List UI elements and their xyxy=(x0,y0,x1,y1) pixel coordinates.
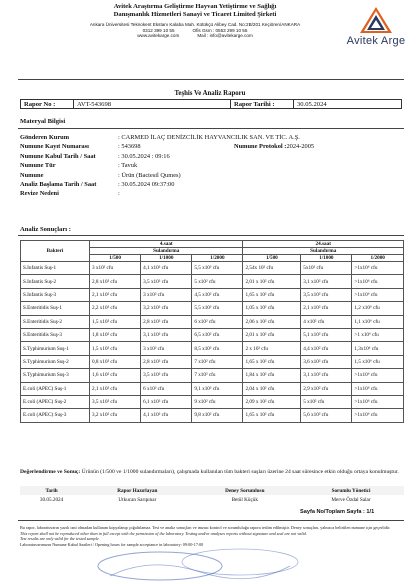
rapor-no-label: Rapor No : xyxy=(21,100,74,109)
company-address: Ankara Üniversitesi Teknokent Ekstanı Kalaba Mah. Kütükçü Alibey Cad. No:2B/201 Keçiören/ANKARA xyxy=(89,22,301,27)
result-cell: 2,2 x10² cfu xyxy=(90,302,141,315)
numune-label: Numune xyxy=(20,171,44,179)
avitek-logo xyxy=(336,6,416,47)
results-section-title: Analiz Sonuçları : xyxy=(20,226,71,233)
analiz-label: Analiz Başlama Tarih / Saat xyxy=(20,181,97,189)
result-cell: 1,2 x10⁶ cfu xyxy=(352,302,404,315)
result-cell: 1,8 x10² cfu xyxy=(90,328,141,341)
result-cell: >1x10⁶ cfu xyxy=(352,409,404,422)
numune-value: : Ürün (Bactesil Qumes) xyxy=(118,171,181,179)
company-name-line1: Avitek Araştırma Geliştirme Hayvan Yetiştirme ve Sağlığı xyxy=(113,3,277,10)
result-cell: 2,1 x10² cfu xyxy=(90,382,141,395)
result-cell: 9,8 x10² cfu xyxy=(192,409,243,422)
bacteria-name: E.coli (APEC) Suş-1 xyxy=(21,382,90,395)
logo-text: Avitek Arge xyxy=(346,35,406,47)
table-row xyxy=(21,355,404,368)
company-phone: 0312 399 10 55 xyxy=(142,27,175,33)
col-bakteri: Bakteri xyxy=(21,241,90,262)
result-cell: 6 x10² cfu xyxy=(192,315,243,328)
result-cell: 1,6 x10² cfu xyxy=(90,369,141,382)
table-row xyxy=(21,409,404,422)
result-cell: 5,6 x10² cfu xyxy=(301,409,352,422)
logo-triangle-icon xyxy=(359,6,393,34)
footer-line1: Bu rapor, laboratuvarın yazılı izni olmadan kullanım kopyalanıp çoğaltılamaz. Test ve analiz sonuçları ve imzası kontrol ve sorumluluğu rapora teslim edilmiştir. Deney sonuçları, yalnızca belirtilen numune için geçerlidir. xyxy=(20,525,391,530)
result-cell: 8,5 x10² cfu xyxy=(192,342,243,355)
bacteria-name: E.coli (APEC) Suş-2 xyxy=(21,395,90,408)
result-cell: >1 x10⁶ cfu xyxy=(352,328,404,341)
result-cell: 1,5 x10² cfu xyxy=(90,315,141,328)
result-cell: 5,5 x10² cfu xyxy=(192,262,243,275)
result-cell: 1,5 x10² cfu xyxy=(90,342,141,355)
tur-value: : Tavuk xyxy=(118,162,138,170)
result-cell: 1,65 x 10² cfu xyxy=(243,288,301,301)
revize-label: Revize Nedeni xyxy=(20,190,59,198)
result-cell: 3,1 x10² cfu xyxy=(301,369,352,382)
footer-line3: Test results are only valid for the tested sample. xyxy=(20,536,100,542)
table-row xyxy=(21,288,404,301)
bacteria-name: S.Enteritidis Suş-1 xyxy=(21,302,90,315)
table-row xyxy=(21,369,404,382)
rapor-no-value: AVT-543698 xyxy=(74,100,231,109)
kayit-label: Numune Kayıt Numarası xyxy=(20,143,89,151)
result-cell: 6,5 x10² cfu xyxy=(192,328,243,341)
kayit-value: : 543698 xyxy=(118,143,141,151)
rapor-tarihi-value: 30.05.2024 xyxy=(294,100,402,109)
result-cell: >1x10⁶ cfu xyxy=(352,288,404,301)
sig-deney: Betül Küçük xyxy=(231,496,258,503)
dilution-header: 1/1000 xyxy=(141,255,192,262)
report-id-table xyxy=(20,99,402,109)
bacteria-name: S.Infantis Suş-3 xyxy=(21,288,90,301)
result-cell: 3,5 x10² cfu xyxy=(141,369,192,382)
result-cell: 9,1 x10² cfu xyxy=(192,382,243,395)
material-divider xyxy=(18,128,404,129)
table-row xyxy=(21,275,404,288)
signature-table xyxy=(20,486,404,504)
result-cell: 7 x10² cfu xyxy=(192,369,243,382)
result-cell: 2,54x 10² cfu xyxy=(243,262,301,275)
header-divider xyxy=(18,79,404,80)
result-cell: 9 x10² cfu xyxy=(192,395,243,408)
company-name-line2: Danışmanlık Hizmetleri Sanayi ve Ticaret Limited Şirketi xyxy=(113,11,277,18)
result-cell: 3 x10² cfu xyxy=(90,262,141,275)
result-cell: 4,4 x10² cfu xyxy=(301,342,352,355)
result-cell: 3,5 x10² cfu xyxy=(141,275,192,288)
company-ofis-gsm: Ofis Gsm : 0553 299 10 55 xyxy=(192,27,248,33)
result-cell: 1,3x10⁶ cfu xyxy=(352,342,404,355)
result-cell: 3 x10² cfu xyxy=(141,288,192,301)
result-cell: 5 x10² cfu xyxy=(301,395,352,408)
stamp-seal xyxy=(90,536,320,582)
sulandirma-4: Sulandırma xyxy=(90,248,243,255)
dilution-header: 1/1000 xyxy=(301,255,352,262)
bacteria-name: S.Enteritidis Suş-2 xyxy=(21,315,90,328)
result-cell: >1x10⁶ cfu xyxy=(352,369,404,382)
kabul-label: Numune Kabul Tarih / Saat xyxy=(20,152,96,160)
material-info xyxy=(20,133,402,199)
result-cell: 3,1 x10² cfu xyxy=(141,328,192,341)
result-cell: 1,65 x 10² cfu xyxy=(243,409,301,422)
material-section-title: Materyal Bilgisi xyxy=(20,118,66,125)
result-cell: 2,1 x10² cfu xyxy=(90,288,141,301)
table-row xyxy=(21,328,404,341)
result-cell: 5,5 x10² cfu xyxy=(192,302,243,315)
result-cell: >1x10⁶ cfu xyxy=(352,275,404,288)
result-cell: 1,84 x 10² cfu xyxy=(243,369,301,382)
company-web: www.avitekarge.com xyxy=(137,33,180,39)
result-cell: 5 x10² cfu xyxy=(192,275,243,288)
table-row xyxy=(21,342,404,355)
dilution-header: 1/2000 xyxy=(352,255,404,262)
result-cell: 1,65 x 10² cfu xyxy=(243,355,301,368)
analiz-value: : 30.05.2024 09:37:00 xyxy=(118,181,175,189)
sig-header-tarih: Tarih xyxy=(45,487,58,494)
result-cell: 1,5 x10⁶ cfu xyxy=(352,355,404,368)
footer-line2: This report shall not be reproduced other than in full except with the permission of the laboratory. Testing and/or analyses reports without signature and seal are not valid. xyxy=(20,530,307,536)
revize-value: : xyxy=(118,190,120,198)
result-cell: 1,05 x 10² cfu xyxy=(243,302,301,315)
result-cell: 4,5 x10² cfu xyxy=(192,288,243,301)
result-cell: 2,01 x 10² cfu xyxy=(243,275,301,288)
results-divider xyxy=(18,235,404,236)
result-cell: 2,9 x10² cfu xyxy=(301,382,352,395)
result-cell: 2,8 x10² cfu xyxy=(141,315,192,328)
dilution-header: 1/2000 xyxy=(192,255,243,262)
result-cell: 7 x10² cfu xyxy=(192,355,243,368)
report-title: Teşhis Ve Analiz Raporu xyxy=(174,90,246,97)
bacteria-name: S.Typhimurium Suş-3 xyxy=(21,369,90,382)
bacteria-name: S.Typhimurium Suş-2 xyxy=(21,355,90,368)
bacteria-name: S.Enteritidis Suş-3 xyxy=(21,328,90,341)
result-cell: >1x10⁶ cfu xyxy=(352,395,404,408)
result-cell: 3,2 x10² cfu xyxy=(90,409,141,422)
result-cell: 3,5 x10² cfu xyxy=(301,288,352,301)
sig-header-deney: Deney Sorumlusu xyxy=(225,487,265,494)
table-row xyxy=(21,262,404,275)
dilution-header: 1/500 xyxy=(243,255,301,262)
table-row xyxy=(21,382,404,395)
table-row xyxy=(21,395,404,408)
result-cell: 3,5 x10² cfu xyxy=(90,395,141,408)
table-row xyxy=(21,315,404,328)
sig-header-yonetici: Sorumlu Yönetici xyxy=(331,487,371,494)
company-mail: Mail : info@avitekarge.com xyxy=(197,33,253,39)
result-cell: 6 x10² cfu xyxy=(141,382,192,395)
group-4saat: 4.saat xyxy=(90,241,243,248)
result-cell: 4,1 x10² cfu xyxy=(141,262,192,275)
conclusion-label: Değerlendirme ve Sonuç: xyxy=(20,469,81,475)
result-cell: 3,2 x10² cfu xyxy=(141,302,192,315)
results-table xyxy=(20,240,404,423)
dilution-header: 1/500 xyxy=(90,255,141,262)
result-cell: 2,06 x 10² cfu xyxy=(243,315,301,328)
conclusion xyxy=(20,469,402,476)
bacteria-name: S.Infantis Suş-2 xyxy=(21,275,90,288)
gonderen-value: : CARMED İLAÇ DENİZCİLİK HAYVANCILIK SAN. VE TİC. A.Ş. xyxy=(118,134,300,141)
company-header xyxy=(64,3,326,39)
protokol-value: 2024-2005 xyxy=(286,143,315,151)
result-cell: 2,01 x 10² cfu xyxy=(243,328,301,341)
result-cell: 2,04 x 10² cfu xyxy=(243,382,301,395)
footer-line4: Laboratuvarımızın Numune Kabul Saatleri / Opening hours for sample acceptance in laboratory: 09:00-17:00 xyxy=(20,541,204,547)
kabul-value: : 30.05.2024 : 09:16 xyxy=(118,152,170,160)
result-cell: 2 x 10² cfu xyxy=(243,342,301,355)
conclusion-text: Ürünün (1/500 ve 1/1000 sulandırmaları), çalışmada kullanılan tüm bakteri suşları üzerine 24 saat süresince etkin olduğu ortaya konulmuştur. xyxy=(80,469,399,475)
gonderen-label: Gönderen Kurum xyxy=(20,134,70,141)
result-cell: 2,8 x10² cfu xyxy=(141,355,192,368)
rapor-tarihi-label: Rapor Tarihi : xyxy=(231,100,294,109)
result-cell: 2,09 x 10² cfu xyxy=(243,395,301,408)
result-cell: 5,1 x10² cfu xyxy=(301,328,352,341)
bacteria-name: S.Typhimurium Suş-1 xyxy=(21,342,90,355)
result-cell: 3,6 x10² cfu xyxy=(301,355,352,368)
bacteria-name: E.coli (APEC) Suş-3 xyxy=(21,409,90,422)
sig-hazirlayan: Utkucan Sarıpınar xyxy=(118,496,157,503)
result-cell: 0,8 x10² cfu xyxy=(90,355,141,368)
sig-header-hazirlayan: Rapor Hazırlayan xyxy=(117,487,158,494)
footer-divider xyxy=(18,520,404,521)
bacteria-name: S.Infantis Suş-1 xyxy=(21,262,90,275)
result-cell: 2,8 x10² cfu xyxy=(90,275,141,288)
result-cell: 4,1 x10² cfu xyxy=(141,409,192,422)
result-cell: 6,1 x10² cfu xyxy=(141,395,192,408)
protokol-label: Numune Protokol : xyxy=(234,143,287,151)
result-cell: 3,1 x10² cfu xyxy=(301,275,352,288)
result-cell: >1x10⁶ cfu xyxy=(352,382,404,395)
sulandirma-24: Sulandırma xyxy=(243,248,404,255)
table-row xyxy=(21,302,404,315)
result-cell: 2,1 x10² cfu xyxy=(301,302,352,315)
result-cell: 5x10² cfu xyxy=(301,262,352,275)
result-cell: 3 x10² cfu xyxy=(141,342,192,355)
result-cell: 4 x10² cfu xyxy=(301,315,352,328)
group-24saat: 24.saat xyxy=(243,241,404,248)
result-cell: >1x10⁶ cfu xyxy=(352,262,404,275)
page-number: Sayfa No/Toplam Sayfa : 1/1 xyxy=(300,509,375,515)
sig-yonetici: Merve Özdal Salar xyxy=(331,496,371,503)
sig-tarih: 30.05.2024 xyxy=(39,496,64,503)
tur-label: Numune Tür xyxy=(20,162,56,170)
result-cell: 1,1 x10⁶ cfu xyxy=(352,315,404,328)
